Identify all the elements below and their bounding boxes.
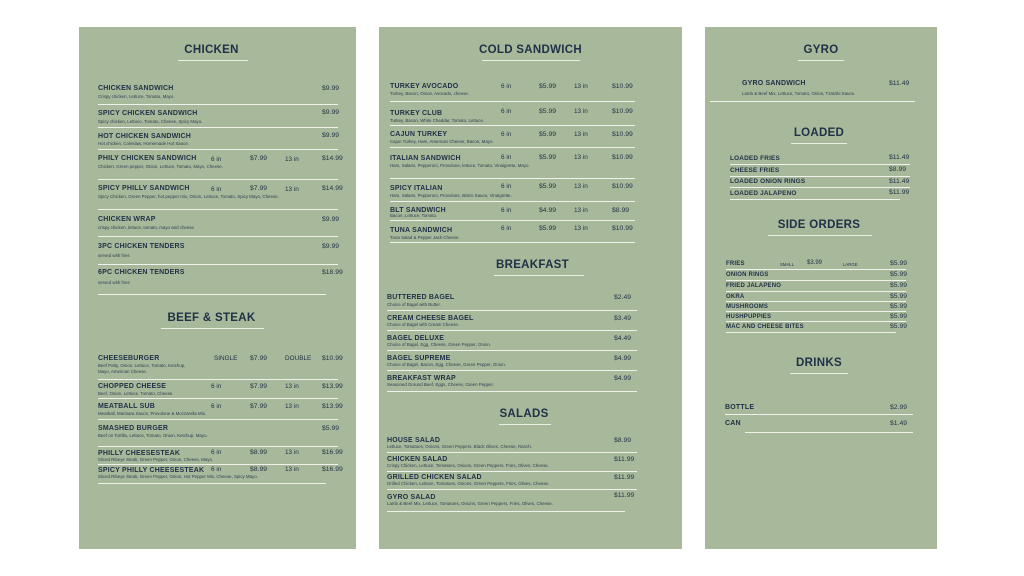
menu-item-price: $5.99: [890, 293, 908, 300]
row-divider: [98, 264, 338, 265]
menu-item-price: $16.99: [322, 466, 343, 473]
section-underline: [178, 60, 248, 61]
menu-item-name: LOADED FRIES: [730, 155, 780, 162]
size-label: 13 in: [574, 83, 588, 90]
menu-item-name: HOUSE SALAD: [387, 437, 441, 444]
menu-item-name: BAGEL DELUXE: [387, 335, 445, 342]
menu-item-price: $18.99: [322, 269, 343, 276]
menu-item-price: $5.99: [539, 108, 557, 115]
menu-item-desc: crispy chicken, lettuce, tomato, mayo and cheese: [98, 225, 194, 230]
size-label: 13 in: [574, 131, 588, 138]
menu-item-price: $5.99: [890, 260, 908, 267]
row-divider: [387, 471, 637, 472]
size-label: 6 in: [501, 225, 512, 232]
size-label: 6 in: [501, 108, 512, 115]
menu-item-name: SPICY CHICKEN SANDWICH: [98, 110, 198, 117]
menu-item-name: GYRO SALAD: [387, 494, 436, 501]
menu-panel-right: [705, 27, 937, 549]
size-label: 6 in: [501, 183, 512, 190]
menu-item-price: $7.99: [250, 383, 268, 390]
row-divider: [98, 446, 338, 447]
menu-item-desc: Sliced Ribeye Steak, Green Pepper, Onion, Cheese, Mayo.: [98, 457, 214, 462]
menu-item-desc: Ham, Salami, Pepperoni, Provolone, Bistro Sauce, Vinaigrette.: [390, 193, 512, 198]
menu-item-price: $5.99: [890, 271, 908, 278]
menu-item-name: SPICY PHILLY CHEESESTEAK: [98, 467, 205, 474]
menu-item-name: LOADED ONION RINGS: [730, 178, 806, 185]
section-underline: [768, 235, 872, 236]
size-label: 6 in: [211, 466, 222, 473]
row-divider: [726, 311, 906, 312]
menu-item-desc: Crispy Chicken, Lettuce, Tomatoes, Onions, Green Peppers, Fries, Olives, Cheese.: [387, 463, 549, 468]
menu-item-name: BREAKFAST WRAP: [387, 375, 456, 382]
row-divider: [726, 291, 906, 292]
row-divider: [745, 432, 913, 433]
row-divider: [730, 199, 900, 200]
size-label: LARGE: [843, 262, 858, 267]
menu-item-desc: Grilled Chicken, Lettuce, Tomatoes, Onions, Green Peppers, Fries, Olives, Cheese.: [387, 481, 550, 486]
menu-item-price: $5.99: [539, 183, 557, 190]
menu-item-price: $14.99: [322, 155, 343, 162]
menu-item-desc: Crispy chicken, Lettuce, Tomato, Mayo.: [98, 94, 175, 99]
menu-item-price: $10.99: [612, 83, 633, 90]
row-divider: [730, 164, 910, 165]
menu-item-price: $5.99: [322, 425, 340, 432]
size-label: SINGLE: [214, 355, 238, 362]
row-divider: [98, 398, 338, 399]
size-label: 13 in: [574, 225, 588, 232]
menu-panel-left: [79, 27, 356, 549]
row-divider: [98, 294, 326, 295]
menu-item-price: $5.99: [539, 83, 557, 90]
menu-item-desc: Beef on Tortilla, Lettuce, Tomato, Onion, Ketchup, Mayo.: [98, 433, 208, 438]
size-label: 13 in: [574, 183, 588, 190]
menu-item-desc: Choice of Bagel, Bacon, Egg, Cheese, Green Pepper, Onion.: [387, 362, 506, 367]
menu-item-price: $3.99: [807, 260, 823, 266]
menu-item-name: BUTTERED BAGEL: [387, 294, 455, 301]
size-label: SMALL: [780, 262, 795, 267]
menu-item-desc: Beef, Onion, Lettuce, Tomato, Cheese.: [98, 391, 174, 396]
menu-item-name: BOTTLE: [725, 404, 755, 411]
menu-item-desc: Seasoned Ground Beef, Eggs, Cheese, Green Pepper.: [387, 382, 494, 387]
menu-item-desc: Lettuce, Tomatoes, Onions, Green Peppers, Black Olives, Cheese, Ranch.: [387, 444, 532, 449]
chicken-section-title: CHICKEN: [184, 44, 239, 56]
row-divider: [387, 511, 625, 512]
row-divider: [726, 269, 906, 270]
menu-item-name: CHEESEBURGER: [98, 355, 160, 362]
size-label: DOUBLE: [285, 355, 312, 362]
menu-item-price: $5.99: [539, 225, 557, 232]
menu-item-price: $4.99: [614, 355, 632, 362]
menu-item-name: TUNA SANDWICH: [390, 227, 453, 234]
menu-item-price: $4.99: [614, 375, 632, 382]
menu-item-price: $4.99: [539, 207, 557, 214]
row-divider: [387, 370, 637, 371]
menu-item-name: ONION RINGS: [726, 272, 769, 278]
menu-item-price: $14.99: [322, 185, 343, 192]
breakfast-section-title: BREAKFAST: [496, 259, 569, 271]
menu-item-name: 6PC CHICKEN TENDERS: [98, 269, 185, 276]
row-divider: [390, 201, 635, 202]
row-divider: [726, 332, 896, 333]
section-underline: [494, 275, 584, 276]
menu-item-name: SMASHED BURGER: [98, 425, 169, 432]
menu-item-price: $11.49: [889, 154, 910, 161]
menu-item-name: HOT CHICKEN SANDWICH: [98, 133, 192, 140]
menu-item-desc: served with fries: [98, 280, 130, 285]
size-label: 13 in: [285, 383, 299, 390]
row-divider: [726, 280, 906, 281]
menu-item-name: CHICKEN WRAP: [98, 216, 156, 223]
menu-item-name: TURKEY AVOCADO: [390, 83, 459, 90]
menu-item-price: $11.99: [614, 492, 635, 499]
menu-item-desc: Bacon, Lettuce, Tomato.: [390, 213, 438, 218]
menu-item-name: FRIES: [726, 261, 745, 267]
salads-section-title: SALADS: [499, 408, 549, 420]
menu-item-price: $7.99: [250, 155, 268, 162]
row-divider: [98, 464, 338, 465]
menu-item-desc: Turkey, Bacon, Onion, Avocado, cheese.: [390, 91, 469, 96]
menu-item-price: $9.99: [322, 85, 340, 92]
menu-item-price: $5.99: [539, 131, 557, 138]
menu-item-desc: Ham, Salami, Pepperoni, Provolone, lettuce, Tomato, Vinaigrette, Mayo.: [390, 163, 530, 168]
menu-item-name: HUSHPUPPIES: [726, 314, 772, 320]
size-label: 13 in: [574, 108, 588, 115]
menu-item-name: SPICY PHILLY SANDWICH: [98, 185, 190, 192]
row-divider: [387, 330, 637, 331]
menu-item-name: MEATBALL SUB: [98, 403, 155, 410]
menu-item-desc: Spicy Chicken, Green Pepper, hot pepper mix, Onion, Lettuce, Tomato, Spicy Mayo, Cheese.: [98, 194, 279, 199]
menu-item-price: $4.49: [614, 335, 632, 342]
menu-item-desc: Choice of Bagel, Egg, Cheese, Green Pepper, Onion.: [387, 342, 491, 347]
size-label: 6 in: [211, 186, 222, 193]
menu-item-name: FRIED JALAPENO: [726, 283, 782, 289]
menu-item-name: GYRO SANDWICH: [742, 80, 806, 87]
menu-item-name: CHICKEN SALAD: [387, 456, 448, 463]
menu-item-desc: Tuna Salad & Pepper Jack Cheese.: [390, 235, 460, 240]
size-label: 13 in: [574, 154, 588, 161]
size-label: 6 in: [211, 383, 222, 390]
menu-item-desc: served with fries: [98, 253, 130, 258]
row-divider: [98, 179, 338, 180]
menu-item-name: OKRA: [726, 294, 745, 300]
menu-item-price: $11.49: [889, 178, 910, 185]
menu-item-name: TURKEY CLUB: [390, 110, 443, 117]
row-divider: [98, 209, 338, 210]
size-label: 6 in: [211, 449, 222, 456]
size-label: 6 in: [501, 154, 512, 161]
section-underline: [482, 60, 580, 61]
size-label: 13 in: [285, 403, 299, 410]
menu-item-name: GRILLED CHICKEN SALAD: [387, 474, 482, 481]
menu-item-price: $11.99: [614, 474, 635, 481]
side-orders-section-title: SIDE ORDERS: [777, 219, 861, 231]
section-underline: [499, 424, 551, 425]
size-label: 13 in: [285, 449, 299, 456]
row-divider: [98, 149, 338, 150]
row-divider: [387, 452, 637, 453]
row-divider: [730, 176, 910, 177]
row-divider: [390, 125, 635, 126]
menu-item-price: $10.99: [612, 108, 633, 115]
menu-item-price: $3.49: [614, 315, 632, 322]
menu-item-name: CHICKEN SANDWICH: [98, 85, 174, 92]
menu-item-desc: Beef Patty, Onion, Lettuce, Tomato, Ketchup, Mayo, American Cheese.: [98, 363, 186, 374]
menu-item-price: $16.99: [322, 449, 343, 456]
menu-item-price: $5.99: [890, 323, 908, 330]
size-label: 13 in: [574, 207, 588, 214]
row-divider: [98, 483, 326, 484]
menu-item-name: BAGEL SUPREME: [387, 355, 451, 362]
row-divider: [387, 310, 637, 311]
menu-item-price: $7.99: [250, 355, 268, 362]
menu-item-price: $5.99: [539, 154, 557, 161]
menu-item-name: CHEESE FRIES: [730, 167, 780, 174]
drinks-section-title: DRINKS: [796, 357, 842, 369]
menu-item-desc: Meatball, Marinara Sauce, Provolone & Mozzarella Mix.: [98, 411, 207, 416]
menu-item-price: $9.99: [322, 243, 340, 250]
menu-item-desc: Choice of Bagel with Cream Cheese.: [387, 322, 459, 327]
menu-item-price: $7.99: [250, 403, 268, 410]
menu-item-price: $10.99: [322, 355, 343, 362]
menu-item-desc: Spicy chicken, Lettuce, Tomato, Cheese, Spicy Mayo.: [98, 119, 203, 124]
beef-section-title: BEEF & STEAK: [167, 312, 256, 324]
menu-item-name: MAC AND CHEESE BITES: [726, 324, 804, 330]
row-divider: [387, 391, 637, 392]
menu-item-price: $11.99: [614, 456, 635, 463]
menu-item-price: $5.99: [890, 303, 908, 310]
menu-item-desc: Lamb & Beef Mix, Lettuce, Tomatoes, Onions, Green Peppers, Fries, Olives, Cheese.: [387, 501, 553, 506]
menu-item-desc: Chicken, Green pepper, Onion, Lettuce, Tomato, Mayo, Cheese.: [98, 164, 223, 169]
menu-item-price: $5.99: [890, 282, 908, 289]
cold-sandwich-section-title: COLD SANDWICH: [479, 44, 582, 56]
menu-item-price: $10.99: [612, 154, 633, 161]
menu-item-price: $8.99: [612, 207, 630, 214]
row-divider: [387, 489, 637, 490]
row-divider: [710, 101, 915, 102]
menu-item-price: $9.99: [322, 109, 340, 116]
menu-item-name: CAN: [725, 420, 741, 427]
size-label: 13 in: [285, 466, 299, 473]
size-label: 13 in: [285, 156, 299, 163]
menu-item-price: $13.99: [322, 403, 343, 410]
row-divider: [98, 104, 338, 105]
gyro-section-title: GYRO: [803, 44, 839, 56]
row-divider: [98, 419, 338, 420]
menu-item-price: $1.49: [890, 420, 908, 427]
menu-item-price: $8.99: [614, 437, 632, 444]
menu-item-price: $10.99: [612, 183, 633, 190]
size-label: 6 in: [501, 207, 512, 214]
loaded-section-title: LOADED: [793, 127, 845, 139]
menu-item-name: PHILY CHICKEN SANDWICH: [98, 155, 197, 162]
row-divider: [98, 379, 338, 380]
menu-item-price: $2.99: [890, 404, 908, 411]
menu-item-name: 3PC CHICKEN TENDERS: [98, 243, 185, 250]
row-divider: [726, 301, 906, 302]
menu-item-name: CREAM CHEESE BAGEL: [387, 315, 474, 322]
menu-item-name: ITALIAN SANDWICH: [390, 155, 461, 162]
size-label: 6 in: [211, 403, 222, 410]
menu-item-desc: Hot chicken, Coleslaw, Homemade Hot Sauce.: [98, 141, 190, 146]
menu-item-price: $9.99: [322, 132, 340, 139]
menu-item-desc: Turkey, Bacon, White Cheddar, Tomato, Lettuce.: [390, 118, 485, 123]
row-divider: [730, 187, 910, 188]
menu-item-desc: Lamb & Beef Mix, Lettuce, Tomato, Onion, Tzatziki Sauce.: [742, 91, 856, 96]
row-divider: [726, 321, 906, 322]
size-label: 6 in: [501, 131, 512, 138]
row-divider: [390, 220, 635, 221]
row-divider: [390, 178, 635, 179]
menu-item-price: $2.49: [614, 294, 632, 301]
menu-item-desc: Choice of Bagel with Butter.: [387, 302, 441, 307]
menu-item-price: $10.99: [612, 131, 633, 138]
menu-item-price: $10.99: [612, 225, 633, 232]
size-label: 13 in: [285, 186, 299, 193]
menu-item-name: CAJUN TURKEY: [390, 131, 448, 138]
size-label: 6 in: [211, 156, 222, 163]
menu-item-name: BLT SANDWICH: [390, 207, 446, 214]
menu-item-price: $7.99: [250, 185, 268, 192]
menu-item-price: $8.99: [250, 466, 268, 473]
menu-item-desc: Cajun Turkey, Ham, American Cheese, Bacon, Mayo.: [390, 139, 494, 144]
size-label: 6 in: [501, 83, 512, 90]
menu-item-price: $11.99: [889, 189, 910, 196]
row-divider: [390, 101, 635, 102]
row-divider: [98, 236, 338, 237]
menu-item-price: $11.49: [889, 80, 910, 87]
section-underline: [161, 328, 264, 329]
menu-item-name: MUSHROOMS: [726, 304, 769, 310]
row-divider: [387, 350, 637, 351]
row-divider: [390, 147, 635, 148]
menu-item-price: $8.99: [250, 449, 268, 456]
section-underline: [790, 373, 848, 374]
section-underline: [798, 60, 844, 61]
row-divider: [725, 414, 913, 415]
row-divider: [98, 127, 338, 128]
menu-item-name: SPICY ITALIAN: [390, 185, 443, 192]
menu-item-price: $13.99: [322, 383, 343, 390]
menu-panel-middle: [379, 27, 682, 549]
menu-item-name: PHILLY CHEESESTEAK: [98, 450, 181, 457]
section-underline: [791, 143, 847, 144]
menu-item-name: CHOPPED CHEESE: [98, 383, 167, 390]
row-divider: [390, 242, 635, 243]
menu-item-name: LOADED JALAPENO: [730, 190, 797, 197]
menu-item-price: $9.99: [322, 216, 340, 223]
menu-item-price: $8.99: [889, 166, 907, 173]
menu-item-desc: Sliced Ribeye Steak, Green Pepper, Onion, Hot Pepper Mix, Cheese, Spicy Mayo.: [98, 474, 258, 479]
menu-item-price: $5.99: [890, 313, 908, 320]
